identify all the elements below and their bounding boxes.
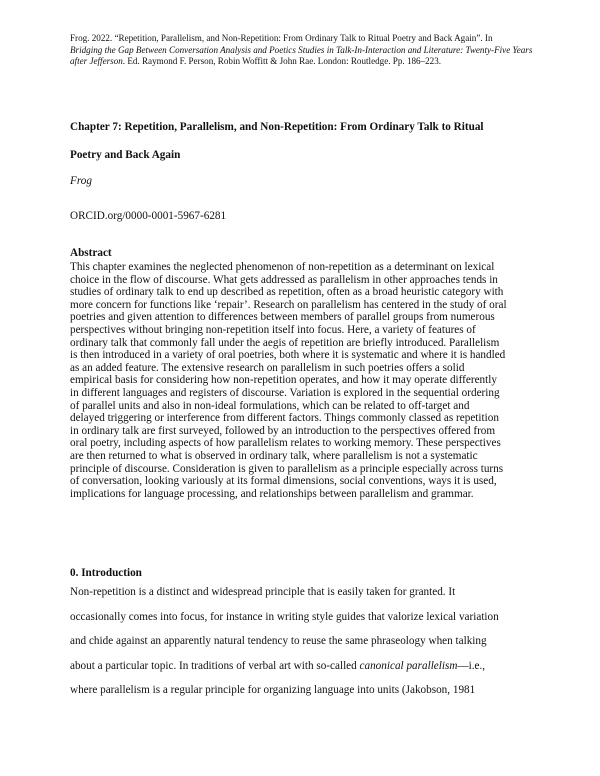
abstract-body <box>70 261 544 500</box>
citation-book-title: Bridging the Gap Between Conversation Analysis and Poetics Studies in Talk-In-Interaction and Literature: Twenty-Five Years after Jefferson <box>70 44 533 67</box>
intro-line: Non-repetition is a distinct and widespread principle that is easily taken for granted. It <box>70 586 456 598</box>
canonical-parallelism-term: canonical parallelism <box>359 659 458 672</box>
abstract-line: This chapter examines the neglected phenomenon of non-repetition as a determinant on lexical <box>70 261 495 273</box>
abstract-line: more concern for functions like ‘repair’. Research on parallelism has centered in the study of oral <box>70 298 507 311</box>
abstract-line: choice in the flow of discourse. What gets addressed as parallelism in other approaches tends in <box>70 273 498 286</box>
intro-line: and chide against an apparently natural tendency to reuse the same phraseology when talking <box>70 635 487 648</box>
abstract-line: of conversation, looking variously at its formal dimensions, social conventions, ways it is used, <box>70 475 497 488</box>
citation-line-1: Frog. 2022. “Repetition, Parallelism, and Non-Repetition: From Ordinary Talk to Ritual Poetry and Back Again”. In <box>70 33 493 43</box>
intro-line-4-text: about a particular topic. In traditions of verbal art with so-called <box>70 659 357 672</box>
citation-publication-details: . Ed. Raymond F. Person, Robin Woffitt & John Rae. London: Routledge. Pp. 186–223. <box>122 56 442 67</box>
citation-block <box>70 33 545 68</box>
chapter-title-line-2: Poetry and Back Again <box>70 149 181 161</box>
abstract-line: studies of ordinary talk to end up described as repetition, often as a broad heuristic category with <box>70 286 504 299</box>
abstract-line: in different languages and registers of discourse. Variation is explored in the sequential ordering <box>70 386 500 399</box>
abstract-line: ordinary talk that commonly fall under the aegis of repetition are briefly introduced. Parallelism <box>70 336 500 349</box>
chapter-title-line-1: Chapter 7: Repetition, Parallelism, and Non-Repetition: From Ordinary Talk to Ritual <box>70 121 484 133</box>
abstract-line: perspectives without bringing non-repetition itself into focus. Here, a variety of features of <box>70 323 476 336</box>
abstract-heading: Abstract <box>70 247 112 259</box>
introduction-heading: 0. Introduction <box>70 567 142 579</box>
abstract-line: as an added feature. The extensive research on parallelism in such poetries offers a solid <box>70 361 465 374</box>
abstract-line: delayed triggering or interference from different factors. Things commonly classed as repetition <box>70 412 499 425</box>
abstract-line: of parallel units and also in non-ideal formulations, which can be related to off-target and <box>70 399 470 412</box>
abstract-line: poetries and given attention to differences between members of parallel groups from numerous <box>70 311 495 324</box>
abstract-line: principle of discourse. Consideration is given to parallelism as a principle especially across turns <box>70 462 504 475</box>
abstract-line: is then introduced in a variety of oral poetries, both where it is systematic and where it is handled <box>70 349 506 362</box>
abstract-line: implications for language processing, and relationships between parallelism and grammar. <box>70 487 474 500</box>
abstract-line: empirical basis for considering how non-repetition operates, and how it may operate differently <box>70 374 497 387</box>
introduction-body <box>70 580 544 703</box>
author-name: Frog <box>70 175 92 187</box>
abstract-line: in ordinary talk are first surveyed, followed by an introduction to the perspectives offered from <box>70 424 496 437</box>
intro-line: occasionally comes into focus, for instance in writing style guides that valorize lexical variation <box>70 610 499 623</box>
intro-line: where parallelism is a regular principle for organizing language into units (Jakobson, 1981 <box>70 684 476 697</box>
intro-line <box>70 654 544 679</box>
intro-line-4-tail: —i.e., <box>457 659 486 672</box>
abstract-line: are then returned to what is observed in ordinary talk, where parallelism is not a systematic <box>70 449 478 462</box>
abstract-line: oral poetry, including aspects of how parallelism relates to working memory. These perspectives <box>70 437 501 450</box>
orcid-identifier: ORCID.org/0000-0001-5967-6281 <box>70 210 227 222</box>
